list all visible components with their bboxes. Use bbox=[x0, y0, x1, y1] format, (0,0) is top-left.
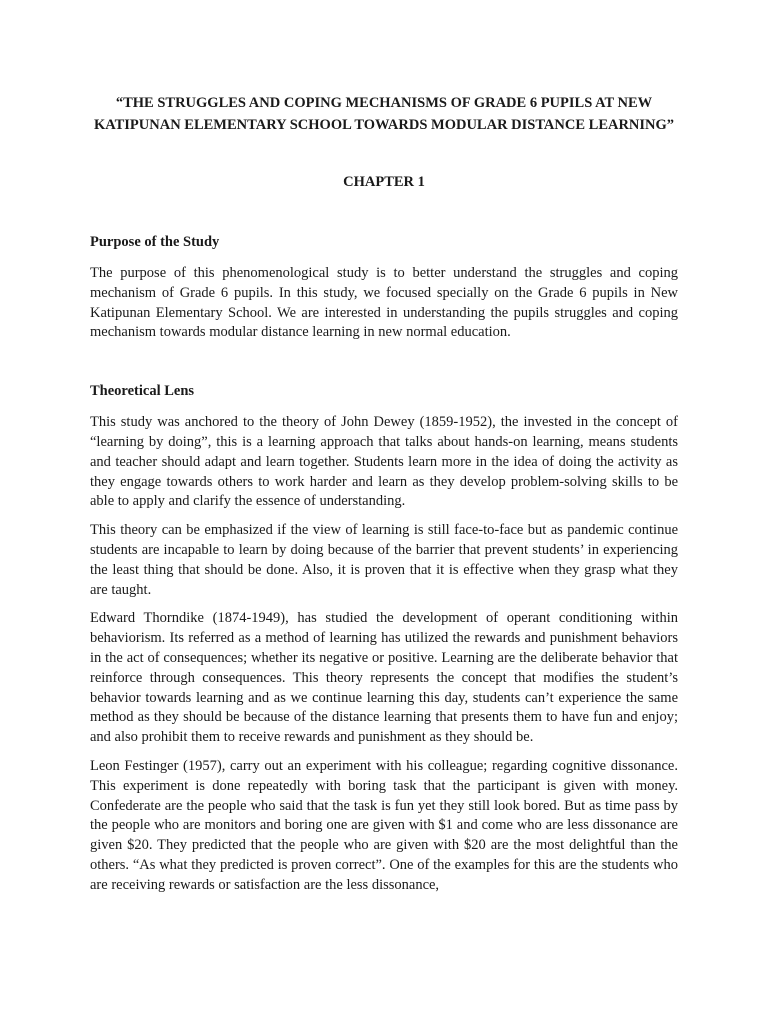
document-page bbox=[90, 92, 678, 896]
section-heading-purpose: Purpose of the Study bbox=[90, 234, 220, 250]
document-title: “THE STRUGGLES AND COPING MECHANISMS OF GRADE 6 PUPILS AT NEW KATIPUNAN ELEMENTARY SCHOOL TOWARDS MODULAR DISTANCE LEARNING” bbox=[93, 95, 675, 133]
section-heading-theoretical-lens: Theoretical Lens bbox=[90, 383, 195, 400]
paragraph-face-to-face: This theory can be emphasized if the view of learning is still face-to-face but as pandemic continue students are incapable to learn by doing because of the barrier that prevent students’ in experiencing the least thing that should be done. Also, it is proven that it is effective when they grasp what they are taught. bbox=[90, 522, 678, 598]
paragraph-thorndike: Edward Thorndike (1874-1949), has studied the development of operant conditioning within behaviorism. Its referred as a method of learning has utilized the rewards and punishment behaviors in the act of consequences; whether its negative or positive. Learning are the deliberate behavior that reinforce through consequences. This theory represents the concept that modifies the student’s behavior towards learning and as we continue learning this day, students can’t experience the same method as they should be because of the distance learning that presents them to have fun and enjoy; and also prohibit them to receive rewards and punishment as they should be. bbox=[90, 610, 678, 746]
section-purpose bbox=[90, 232, 678, 343]
paragraph-dewey: This study was anchored to the theory of John Dewey (1859-1952), the invested in the concept of “learning by doing”, this is a learning approach that talks about hands-on learning, means students and teacher should adapt and learn together. Students learn more in the idea of doing the activity as they engage towards others to work harder and learn as they develop problem-solving skills to be able to apply and clarify the essence of understanding. bbox=[90, 414, 678, 510]
chapter-heading: CHAPTER 1 bbox=[343, 174, 425, 190]
section-theoretical-lens bbox=[90, 381, 678, 895]
paragraph-purpose: The purpose of this phenomenological study is to better understand the struggles and coping mechanism of Grade 6 pupils. In this study, we focused specially on the Grade 6 pupils in New Katipunan Elementary School. We are interested in understanding the pupils struggles and coping mechanism towards modular distance learning in new normal education. bbox=[90, 265, 678, 341]
paragraph-festinger: Leon Festinger (1957), carry out an experiment with his colleague; regarding cognitive dissonance. This experiment is done repeatedly with boring task that the participant is given with money. Confederate are the people who said that the task is fun yet they still look bored. But as time pass by the people who are monitors and boring one are given with $1 and come who are less dissonance are given $20. They predicted that the people who are given with $20 are the most delightful than the others. “As what they predicted is proven correct”. One of the examples for this are the students who are receiving rewards or satisfaction are the less dissonance, bbox=[90, 757, 678, 893]
